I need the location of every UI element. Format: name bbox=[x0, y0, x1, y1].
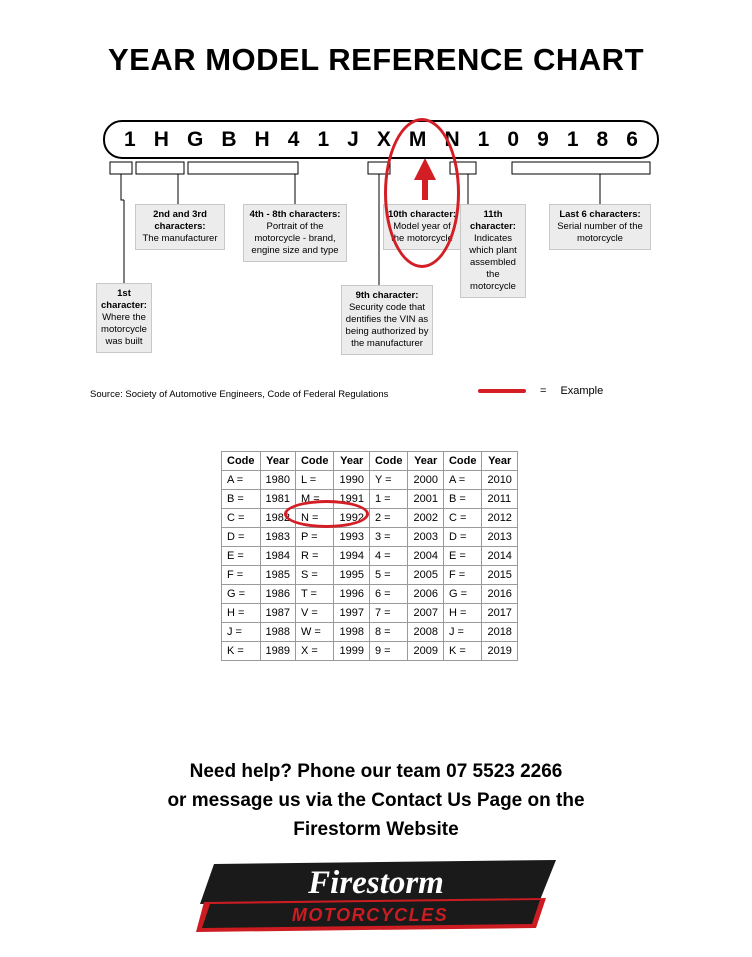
table-row bbox=[222, 566, 518, 585]
table-cell: A = bbox=[222, 471, 261, 490]
help-line-3: Firestorm Website bbox=[293, 819, 459, 840]
callout-body: Model year of the motorcycle bbox=[391, 221, 453, 244]
vin-string bbox=[103, 120, 659, 159]
table-cell: D = bbox=[443, 528, 482, 547]
callout-heading: Last 6 characters: bbox=[559, 209, 641, 220]
table-cell: C = bbox=[443, 509, 482, 528]
table-header-cell: Year bbox=[260, 452, 295, 471]
vin-char: H bbox=[254, 127, 270, 151]
callout-heading: 9th character: bbox=[355, 290, 419, 301]
table-header-row bbox=[222, 452, 518, 471]
table-cell: L = bbox=[295, 471, 334, 490]
vin-char: 1 bbox=[317, 127, 330, 151]
table-cell: H = bbox=[443, 604, 482, 623]
table-cell: 1999 bbox=[334, 642, 369, 661]
vin-char: N bbox=[444, 127, 460, 151]
vin-char: 4 bbox=[287, 127, 300, 151]
vin-char-highlighted: M bbox=[408, 127, 427, 151]
table-header-cell: Code bbox=[295, 452, 334, 471]
table-cell: 8 = bbox=[369, 623, 408, 642]
table-cell: 2011 bbox=[482, 490, 517, 509]
callout-1st-character bbox=[96, 283, 152, 353]
vin-char: 8 bbox=[596, 127, 609, 151]
table-cell: 5 = bbox=[369, 566, 408, 585]
page-title: YEAR MODEL REFERENCE CHART bbox=[107, 42, 645, 77]
table-cell: E = bbox=[443, 547, 482, 566]
table-cell: 1987 bbox=[260, 604, 295, 623]
table-row bbox=[222, 642, 518, 661]
table-cell: F = bbox=[443, 566, 482, 585]
table-cell: 2018 bbox=[482, 623, 517, 642]
callout-last-6-characters bbox=[549, 204, 651, 250]
table-cell: 1994 bbox=[334, 547, 369, 566]
table-cell: 2000 bbox=[408, 471, 443, 490]
table-cell: 1998 bbox=[334, 623, 369, 642]
legend-label: Example bbox=[560, 385, 604, 397]
table-cell: M = bbox=[295, 490, 334, 509]
table-cell: 3 = bbox=[369, 528, 408, 547]
table-cell: R = bbox=[295, 547, 334, 566]
vin-char: B bbox=[221, 127, 237, 151]
table-cell: 2017 bbox=[482, 604, 517, 623]
table-row bbox=[222, 547, 518, 566]
legend-example bbox=[478, 385, 603, 397]
table-cell: 1992 bbox=[334, 509, 369, 528]
table-cell: 1996 bbox=[334, 585, 369, 604]
callout-body: The manufacturer bbox=[142, 233, 218, 244]
table-header-cell: Code bbox=[369, 452, 408, 471]
callout-heading: 11th character: bbox=[470, 209, 516, 232]
table-cell: 1997 bbox=[334, 604, 369, 623]
table-cell: 1985 bbox=[260, 566, 295, 585]
table-cell: 2019 bbox=[482, 642, 517, 661]
callout-9th-character bbox=[341, 285, 433, 355]
callout-body: Indicates which plant assembled the motorcycle bbox=[469, 233, 517, 292]
table-cell: H = bbox=[222, 604, 261, 623]
table-cell: J = bbox=[222, 623, 261, 642]
table-cell: 2005 bbox=[408, 566, 443, 585]
table-cell: 6 = bbox=[369, 585, 408, 604]
table-row bbox=[222, 528, 518, 547]
logo-word-bottom: MOTORCYCLES bbox=[291, 905, 449, 925]
source-note: Source: Society of Automotive Engineers, Code of Federal Regulations bbox=[90, 389, 389, 400]
table-cell: 2008 bbox=[408, 623, 443, 642]
table-cell: X = bbox=[295, 642, 334, 661]
callout-body: Where the motorcycle was built bbox=[101, 312, 147, 347]
table-header-cell: Year bbox=[334, 452, 369, 471]
table-cell: K = bbox=[222, 642, 261, 661]
table-cell: 2012 bbox=[482, 509, 517, 528]
table-cell: J = bbox=[443, 623, 482, 642]
callout-heading: 1st character: bbox=[101, 288, 147, 311]
legend-equals: = bbox=[540, 385, 547, 397]
vin-char: 6 bbox=[626, 127, 638, 151]
table-cell: 2001 bbox=[408, 490, 443, 509]
vin-char: G bbox=[186, 127, 204, 151]
table-cell: F = bbox=[222, 566, 261, 585]
table-cell: D = bbox=[222, 528, 261, 547]
table-cell: 2002 bbox=[408, 509, 443, 528]
vin-char: 9 bbox=[537, 127, 549, 151]
help-text bbox=[0, 757, 752, 844]
table-cell: 2013 bbox=[482, 528, 517, 547]
table-row bbox=[222, 509, 518, 528]
table-cell: K = bbox=[443, 642, 482, 661]
table-cell: 2 = bbox=[369, 509, 408, 528]
table-cell: 1989 bbox=[260, 642, 295, 661]
table-cell: E = bbox=[222, 547, 261, 566]
table-cell: A = bbox=[443, 471, 482, 490]
table-cell: 2006 bbox=[408, 585, 443, 604]
legend-red-line-icon bbox=[478, 389, 526, 393]
table-cell: 1995 bbox=[334, 566, 369, 585]
table-cell: G = bbox=[222, 585, 261, 604]
vin-char: 0 bbox=[507, 127, 520, 151]
help-line-2: or message us via the Contact Us Page on the bbox=[167, 790, 585, 811]
table-cell: 9 = bbox=[369, 642, 408, 661]
table-cell: 1991 bbox=[334, 490, 369, 509]
table-cell: 1993 bbox=[334, 528, 369, 547]
table-row bbox=[222, 490, 518, 509]
table-cell: 1988 bbox=[260, 623, 295, 642]
table-header-cell: Code bbox=[443, 452, 482, 471]
table-cell: 1983 bbox=[260, 528, 295, 547]
callout-body: Portrait of the motorcycle - brand, engine size and type bbox=[251, 221, 339, 256]
vin-char: 1 bbox=[477, 127, 490, 151]
table-cell: 2003 bbox=[408, 528, 443, 547]
table-row bbox=[222, 604, 518, 623]
table-cell: 2016 bbox=[482, 585, 517, 604]
table-cell: 4 = bbox=[369, 547, 408, 566]
firestorm-motorcycles-logo bbox=[196, 860, 556, 934]
table-cell: Y = bbox=[369, 471, 408, 490]
vin-char: 1 bbox=[124, 127, 136, 151]
vin-char: X bbox=[376, 127, 391, 151]
table-cell: 2010 bbox=[482, 471, 517, 490]
table-cell: 2015 bbox=[482, 566, 517, 585]
callout-body: Serial number of the motorcycle bbox=[557, 221, 643, 244]
callout-heading: 2nd and 3rd characters: bbox=[153, 209, 207, 232]
vin-char: J bbox=[347, 127, 359, 151]
table-cell: T = bbox=[295, 585, 334, 604]
table-cell: 1982 bbox=[260, 509, 295, 528]
table-cell: 2007 bbox=[408, 604, 443, 623]
table-row bbox=[222, 623, 518, 642]
table-cell: G = bbox=[443, 585, 482, 604]
table-cell: 1 = bbox=[369, 490, 408, 509]
table-header-cell: Year bbox=[482, 452, 517, 471]
table-header-cell: Code bbox=[222, 452, 261, 471]
callout-heading: 10th character: bbox=[387, 209, 457, 220]
callout-4th-8th-characters bbox=[243, 204, 347, 262]
table-row bbox=[222, 471, 518, 490]
vin-char: 1 bbox=[566, 127, 579, 151]
callout-body: Security code that dentifies the VIN as being authorized by the manufacturer bbox=[345, 302, 429, 349]
table-cell: B = bbox=[222, 490, 261, 509]
callout-heading: 4th - 8th characters: bbox=[249, 209, 341, 220]
callout-11th-character bbox=[460, 204, 526, 298]
table-cell: 1981 bbox=[260, 490, 295, 509]
table-cell: 2004 bbox=[408, 547, 443, 566]
table-cell: 2009 bbox=[408, 642, 443, 661]
table-cell: 1984 bbox=[260, 547, 295, 566]
table-cell: W = bbox=[295, 623, 334, 642]
table-row bbox=[222, 585, 518, 604]
year-code-table-wrapper bbox=[221, 451, 518, 661]
table-cell: 1986 bbox=[260, 585, 295, 604]
year-code-table bbox=[221, 451, 518, 661]
table-header-cell: Year bbox=[408, 452, 443, 471]
vin-char: H bbox=[153, 127, 169, 151]
callout-2nd-3rd-characters bbox=[135, 204, 225, 250]
table-cell: C = bbox=[222, 509, 261, 528]
table-cell: 1990 bbox=[334, 471, 369, 490]
table-cell: 1980 bbox=[260, 471, 295, 490]
highlight-ellipse-m-1991 bbox=[284, 500, 369, 528]
highlight-ellipse-10th-character bbox=[384, 118, 460, 268]
table-cell: S = bbox=[295, 566, 334, 585]
table-cell: N = bbox=[295, 509, 334, 528]
help-line-1: Need help? Phone our team 07 5523 2266 bbox=[189, 761, 563, 782]
table-cell: B = bbox=[443, 490, 482, 509]
table-cell: 2014 bbox=[482, 547, 517, 566]
logo-word-top: Firestorm bbox=[308, 865, 444, 901]
table-cell: 7 = bbox=[369, 604, 408, 623]
table-cell: V = bbox=[295, 604, 334, 623]
table-cell: P = bbox=[295, 528, 334, 547]
